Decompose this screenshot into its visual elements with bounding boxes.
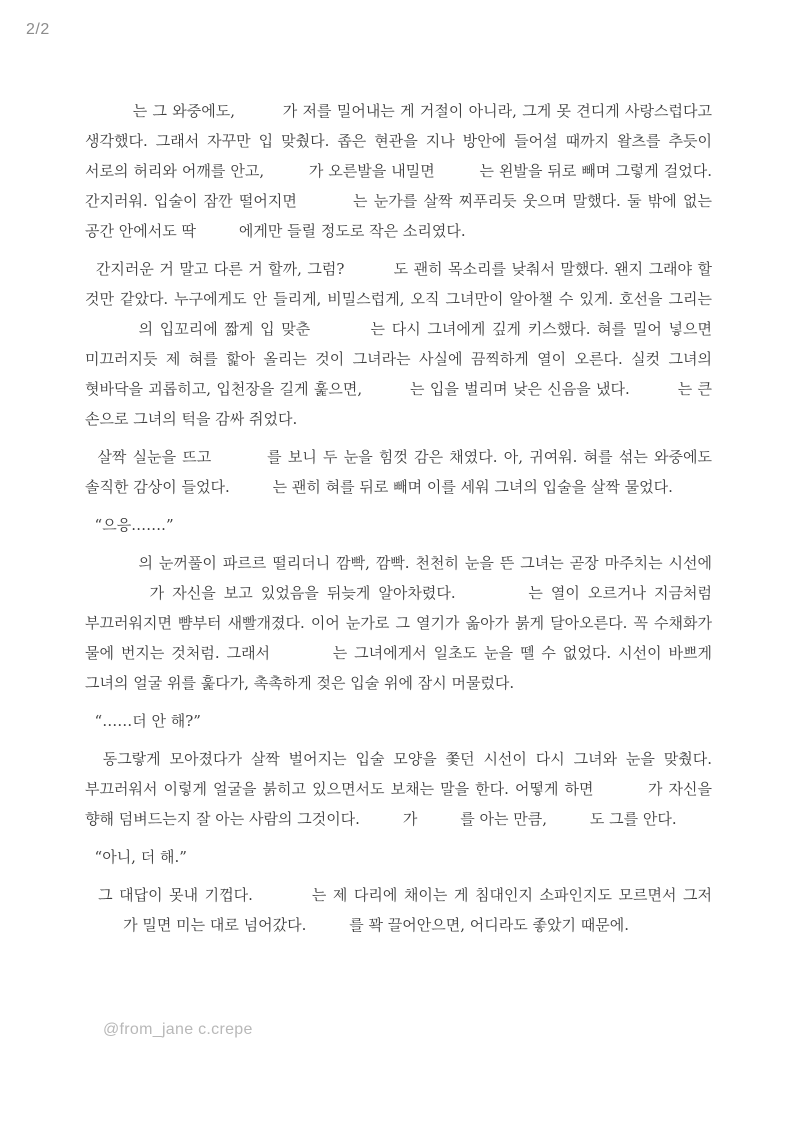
story-body (85, 96, 712, 948)
dialogue-line-2: “……더 안 해?” (85, 712, 201, 730)
author-watermark: @from_jane c.crepe (103, 1021, 253, 1038)
story-paragraph-3: 살짝 실눈을 뜨고 를 보니 두 눈을 힘껏 감은 채였다. 아, 귀여워. 혀를 섞는 와중에도 솔직한 감상이 들었다. 는 괜히 혀를 뒤로 빼며 이를 세워 그녀의 입술을 살짝 물었다. (85, 448, 712, 496)
story-paragraph-6: 그 대답이 못내 기껍다. 는 제 다리에 채이는 게 침대인지 소파인지도 모르면서 그저 가 밀면 미는 대로 넘어갔다. 를 꽉 끌어안으면, 어디라도 좋았기 때문에. (85, 886, 712, 934)
story-paragraph-2: 간지러운 거 말고 다른 거 할까, 그럼? 도 괜히 목소리를 낮춰서 말했다. 왠지 그래야 할 것만 같았다. 누구에게도 안 들리게, 비밀스럽게, 오직 그녀만이 알아챌 수 있게. 호선을 그리는 의 입꼬리에 짧게 입 맞춘 는 다시 그녀에게 깊게 키스했다. 혀를 밀어 넣으면 미끄러지듯 제 혀를 핥아 올리는 것이 그녀라는 사실에 끔찍하게 열이 오른다. 실컷 그녀의 혓바닥을 괴롭히고, 입천장을 길게 훑으면, 는 입을 벌리며 낮은 신음을 냈다. 는 큰 손으로 그녀의 턱을 감싸 쥐었다. (85, 260, 712, 428)
dialogue-line-1: “으응…….” (85, 516, 174, 534)
dialogue-line-3: “아니, 더 해.” (85, 848, 187, 866)
story-paragraph-5: 동그랗게 모아졌다가 살짝 벌어지는 입술 모양을 쫓던 시선이 다시 그녀와 눈을 맞췄다. 부끄러워서 이렇게 얼굴을 붉히고 있으면서도 보채는 말을 한다. 어떻게 하면 가 자신을 향해 덤벼드는지 잘 아는 사람의 그것이다. 가 를 아는 만큼, 도 그를 안다. (85, 750, 712, 828)
story-paragraph-1: 는 그 와중에도, 가 저를 밀어내는 게 거절이 아니라, 그게 못 견디게 사랑스럽다고 생각했다. 그래서 자꾸만 입 맞췄다. 좁은 현관을 지나 방안에 들어설 때까지 왈츠를 추듯이 서로의 허리와 어깨를 안고, 가 오른발을 내밀면 는 왼발을 뒤로 빼며 그렇게 걸었다. 간지러워. 입술이 잠깐 떨어지면 는 눈가를 살짝 찌푸리듯 웃으며 말했다. 둘 밖에 없는 공간 안에서도 딱 에게만 들릴 정도로 작은 소리였다. (85, 102, 712, 240)
story-paragraph-4: 의 눈꺼풀이 파르르 떨리더니 깜빡, 깜빡. 천천히 눈을 뜬 그녀는 곧장 마주치는 시선에 가 자신을 보고 있었음을 뒤늦게 알아차렸다. 는 열이 오르거나 지금처럼 부끄러워지면 뺨부터 새빨개졌다. 이어 눈가로 그 열기가 옮아가 붉게 달아오른다. 꼭 수채화가 물에 번지는 것처럼. 그래서 는 그녀에게서 일초도 눈을 뗄 수 없었다. 시선이 바쁘게 그녀의 얼굴 위를 훑다가, 촉촉하게 젖은 입술 위에 잠시 머물렀다. (85, 554, 712, 692)
page-number: 2/2 (26, 21, 50, 38)
